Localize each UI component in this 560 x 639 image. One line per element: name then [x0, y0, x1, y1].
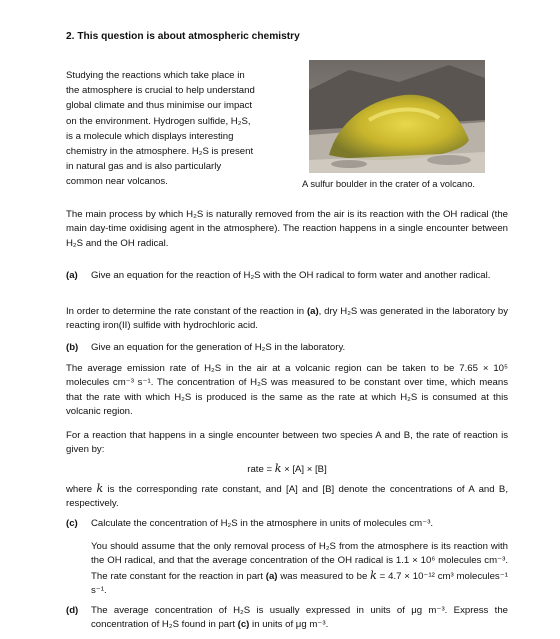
sulfur-boulder-photo: [309, 60, 485, 173]
part-reference: (a): [306, 306, 319, 317]
part-d: [66, 604, 508, 633]
intro-line: common near volcanos.: [66, 176, 168, 188]
part-c-text: Calculate the concentration of H₂S in the atmosphere in units of molecules cm⁻³.: [91, 518, 434, 529]
rate-constant-symbol: k: [96, 482, 104, 495]
rate-constant-symbol: k: [274, 462, 282, 475]
equation-lhs: rate =: [247, 464, 275, 475]
intro-line: the atmosphere is crucial to help understand: [66, 85, 255, 97]
part-d-text-1: The average concentration of H₂S is usually expressed in units of μg m⁻³. Express the concentration of H₂S found in part: [91, 605, 508, 631]
part-b: [66, 341, 508, 355]
part-d-text-2: in units of μg m⁻³.: [249, 619, 329, 631]
intro-line: on the environment. Hydrogen sulfide, H₂S,: [66, 115, 251, 127]
where-text: where: [66, 484, 97, 495]
part-label: (a): [66, 270, 78, 281]
part-c: [66, 517, 508, 531]
intro-line: in natural gas and is also particularly: [66, 161, 222, 173]
part-b-text: Give an equation for the generation of H₂S in the laboratory.: [91, 342, 346, 353]
emission-paragraph: The average emission rate of H₂S in the air at a volcanic region can be taken to be 7.65 × 10⁵ molecules cm⁻³ s⁻¹. The concentration of H₂S was measured to be constant over time, which means that the rate with which H₂S is produced is the same as the rate at which H₂S is consumed at this volcanic region.: [66, 363, 508, 418]
rate-equation: [66, 462, 508, 475]
part-d-text: [91, 604, 508, 633]
equation-rhs: × [A] × [B]: [281, 464, 327, 475]
intro-line: global climate and thus minimise our impact: [66, 100, 253, 112]
assumption-text-1: You should assume that the only removal process of H₂S from the atmosphere is its reaction with the OH radical, and that the average concentration of the OH radical is 1.1 × 10⁶ molecules cm⁻³. The rate constant for the reaction in part: [91, 541, 508, 582]
rate-setup-text: , dry H₂S was generated in the laboratory by reacting iron(II) sulfide with hydrochloric acid.: [66, 306, 508, 332]
rate-setup-text: In order to determine the rate constant of the reaction in: [66, 306, 307, 317]
rate-setup-paragraph: [66, 305, 508, 334]
part-label: (d): [66, 605, 79, 616]
intro-line: Studying the reactions which take place in: [66, 70, 245, 81]
assumption-text: [91, 540, 508, 599]
image-caption: A sulfur boulder in the crater of a volcano.: [302, 178, 476, 189]
assumption-text-3: = 4.7 × 10⁻¹² cm³ molecules⁻¹ s⁻¹.: [91, 570, 508, 597]
assumption-text-2: was measured to be: [277, 570, 371, 582]
intro-paragraph: [66, 68, 278, 190]
part-label: (c): [66, 518, 78, 529]
where-paragraph: [66, 482, 508, 512]
part-label: (b): [66, 342, 79, 353]
intro-line: chemistry in the atmosphere. H₂S is present: [66, 146, 254, 158]
main-process-paragraph: The main process by which H₂S is naturally removed from the air is its reaction with the OH radical (the main day-time oxidising agent in the atmosphere). The reaction happens in a single encounter between H₂S and the OH radical.: [66, 209, 508, 249]
rate-constant-symbol: k: [370, 568, 377, 582]
part-c-assumption: [66, 540, 508, 599]
rate-law-intro: For a reaction that happens in a single encounter between two species A and B, the rate of reaction is given by:: [66, 430, 508, 456]
part-reference: (a): [265, 570, 278, 582]
intro-line: is a molecule which displays interesting: [66, 130, 234, 142]
question-title: 2. This question is about atmospheric chemistry: [66, 31, 300, 42]
part-a-text: Give an equation for the reaction of H₂S with the OH radical to form water and another radical.: [91, 270, 491, 281]
part-a: [66, 269, 508, 283]
part-reference: (c): [237, 619, 250, 631]
where-text: is the corresponding rate constant, and [A] and [B] denote the concentrations of A and B, respectively.: [66, 484, 508, 510]
